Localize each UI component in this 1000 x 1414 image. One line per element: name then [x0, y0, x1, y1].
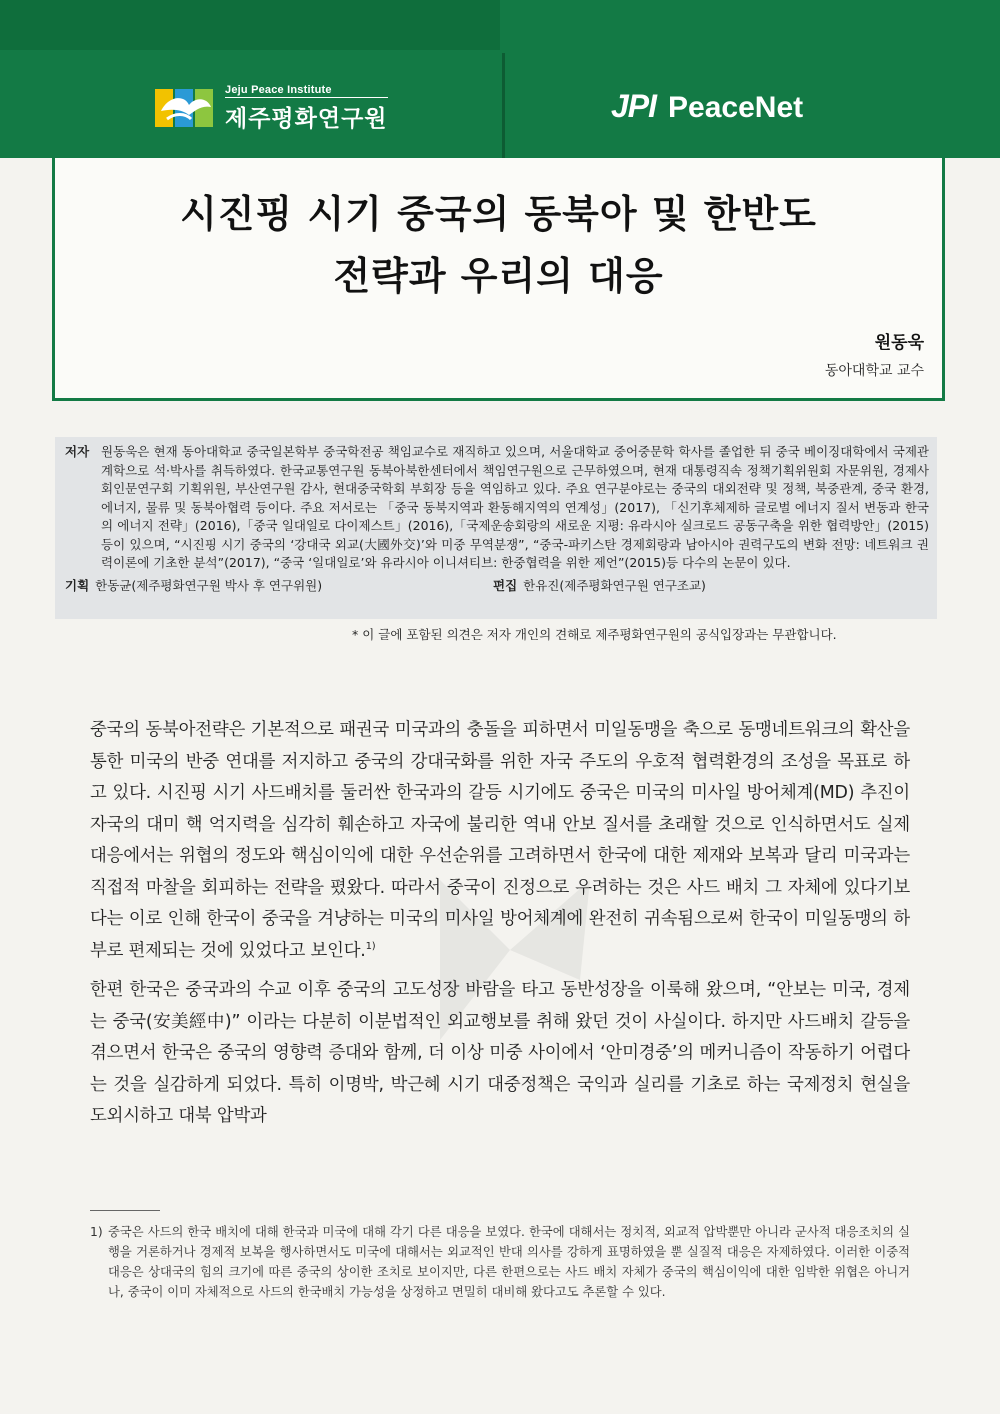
- author-name: 원동욱: [874, 333, 924, 353]
- footnote-number: 1): [90, 1225, 103, 1239]
- peacenet-logo: [611, 88, 803, 125]
- title-frame: [52, 50, 945, 401]
- body-paragraph-1-text: 중국의 동북아전략은 기본적으로 패권국 미국과의 충돌을 피하면서 미일동맹을 축으로 동맹네트워크의 확산을 통한 미국의 반중 연대를 저지하고 중국의 강대국화를 위한 자국 주도의 우호적 협력환경의 조성을 목표로 하고 있다. 시진핑 시기 사드배치를 둘러싼 한국과의 갈등 시기에도 중국은 미국의 미사일 방어체계(MD) 추진이 자국의 대미 핵 억지력을 심각히 훼손하고 자국에 불리한 역내 안보 질서를 초래할 것으로 인식하면서도 실제 대응에서는 위협의 정도와 핵심이익에 대한 우선순위를 고려하면서 한국에 대한 제재와 보복과 달리 미국과는 직접적 마찰을 회피하는 전략을 폈왔다. 따라서 중국이 진정으로 우려하는 것은 사드 배치 그 자체에 있다기보다는 이로 인해 한국이 중국을 겨냥하는 미국의 미사일 방어체계에 완전히 귀속됨으로써 한국이 미일동맹의 하부로 편제되는 것에 있었다고 보인다.: [90, 720, 910, 961]
- body-paragraph-2: 한편 한국은 중국과의 수교 이후 중국의 고도성장 바람을 타고 동반성장을 이룩해 왔으며, “안보는 미국, 경제는 중국(安美經中)” 이라는 다분히 이분법적인 외교행보를 취해 왔던 것이 사실이다. 하지만 사드배치 갈등을 겪으면서 한국은 중국의 영향력 증대와 함께, 더 이상 미중 사이에서 ‘안미경중’의 메커니즘이 작동하기 어렵다는 것을 실감하게 되었다. 특히 이명박, 박근혜 시기 대중정책은 국익과 실리를 기초로 하는 국제정치 현실을 도외시하고 대북 압박과: [90, 980, 910, 1126]
- logo-english-text: Jeju Peace Institute: [225, 84, 388, 98]
- logo-korean-text: 제주평화연구원: [225, 105, 388, 132]
- jeju-peace-institute-logo: [155, 83, 388, 133]
- editing-value: 한유진(제주평화연구원 연구조교): [523, 577, 706, 593]
- disclaimer: * 이 글에 포함된 의견은 저자 개인의 견해로 제주평화연구원의 공식입장과는 무관합니다.: [352, 627, 837, 642]
- credits-row: [65, 577, 929, 596]
- footnote: [90, 1222, 910, 1302]
- author-affiliation: 동아대학교 교수: [824, 363, 924, 379]
- frame-header-divider: [502, 53, 505, 158]
- author-info-box: [55, 437, 937, 619]
- peacenet-text: PeaceNet: [668, 91, 804, 124]
- planning-value: 한동균(제주평화연구원 박사 후 연구위원): [95, 577, 323, 593]
- editing-key: 편집: [493, 577, 518, 593]
- footnote-text: 중국은 사드의 한국 배치에 대해 한국과 미국에 대해 각기 다른 대응을 보였다. 한국에 대해서는 정치적, 외교적 압박뿐만 아니라 군사적 대응조치의 실행을 거론하거나 경제적 보복을 행사하면서도 미국에 대해서는 외교적인 반대 의사를 강하게 표명하였을 뿐 실질적 대응은 자제하였다. 이러한 이중적 대응은 상대국의 힘의 크기에 따른 중국의 상이한 조치로 보이지만, 다른 한편으로는 사드 배치 자체가 중국의 핵심이익에 대한 임박한 위협은 아니거나, 중국이 이미 자체적으로 사드의 한국배치 가능성을 상정하고 면밀히 대비해 왔다고도 추론할 수 있다.: [108, 1225, 910, 1299]
- author-bio-text: 원동욱은 현재 동아대학교 중국일본학부 중국학전공 책임교수로 재직하고 있으며, 서울대학교 중어중문학 학사를 졸업한 뒤 중국 베이징대학에서 국제관계학으로 석·박사를 취득하였다. 한국교통연구원 동북아북한센터에서 책임연구원으로 근무하였으며, 현재 대통령직속 정책기획위원회 자문위원, 경제사회인문연구회 기획위원, 부산연구원 감사, 현대중국학회 부회장 등을 역임하고 있다. 주요 연구분야로는 중국의 대외전략 및 정책, 북중관계, 중국 환경, 에너지, 물류 및 동북아협력 등이다. 주요 저서로는 「중국 동북지역과 환동해지역의 연계성」(2017), 「신기후체제하 글로벌 에너지 질서 변동과 한국의 에너지 전략」(2016),「중국 일대일로 다이제스트」(2016),「국제운송회랑의 새로운 지평: 유라시아 실크로드 공동구축을 위한 협력방안」(2015) 등이 있으며, “시진핑 시기 중국의 ‘강대국 외교(大國外交)’와 미중 무역분쟁”, “중국-파키스탄 경제회랑과 남아시아 권력구도의 변화 전망: 네트워크 권력이론에 기초한 분석”(2017), “중국 ‘일대일로’와 유라시아 이니셔티브: 한중협력을 위한 제언”(2015)등 다수의 논문이 있다.: [101, 444, 929, 570]
- author-bio-key: 저자: [65, 444, 90, 459]
- page-title: [55, 183, 942, 307]
- author-bio-row: [65, 443, 929, 573]
- body-paragraph-1: [90, 715, 910, 967]
- footnote-ref[interactable]: 1): [365, 940, 376, 952]
- editing-credit: [493, 577, 706, 596]
- title-line-1: 시진핑 시기 중국의 동북아 및 한반도: [180, 192, 817, 236]
- jpi-mark: JPI: [611, 88, 657, 124]
- footnote-divider: [90, 1210, 160, 1211]
- article-body: [90, 715, 910, 1141]
- header-band-accent: [0, 0, 500, 50]
- planning-credit: [65, 577, 322, 596]
- title-line-2: 전략과 우리의 대응: [333, 254, 664, 298]
- peace-dove-icon: [155, 85, 217, 131]
- planning-key: 기획: [65, 577, 90, 593]
